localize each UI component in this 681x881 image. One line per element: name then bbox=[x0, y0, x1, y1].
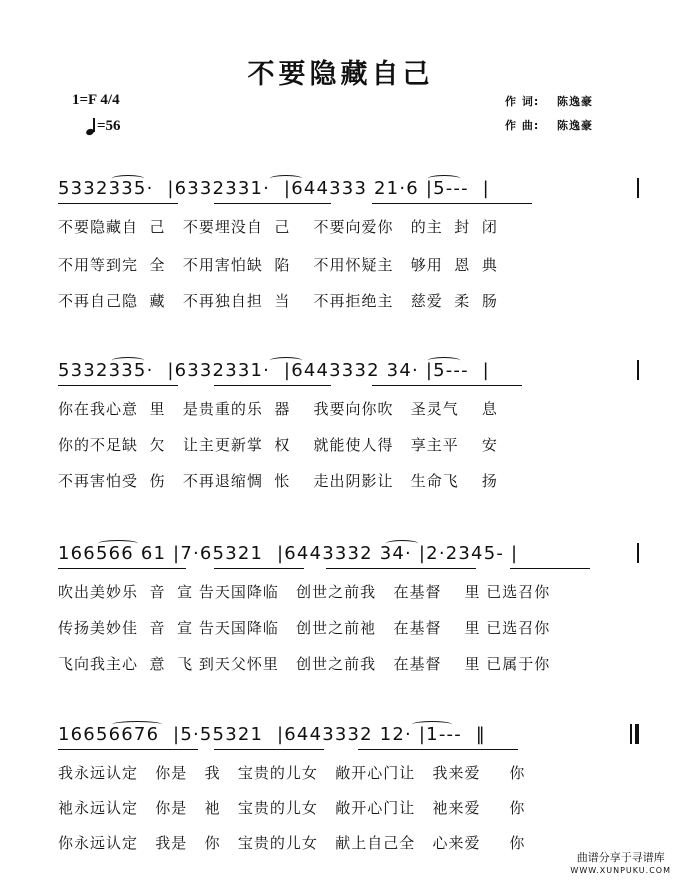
song-title: 不要隐藏自己 bbox=[247, 59, 434, 90]
lyric-line: 不再害怕受 伤 不再退缩惆 怅 走出阴影让 生命飞 扬 bbox=[58, 472, 498, 490]
beam-line bbox=[372, 385, 522, 386]
quarter-note-icon bbox=[86, 117, 95, 135]
beam-line bbox=[58, 749, 198, 750]
beam-line bbox=[358, 749, 518, 750]
beam-line bbox=[372, 203, 532, 204]
slur bbox=[98, 540, 138, 547]
lyric-line: 祂永远认定 你是 祂 宝贵的儿女 敞开心门让 祂来爱 你 bbox=[58, 799, 526, 817]
beam-line bbox=[214, 568, 304, 569]
end-bar-thin bbox=[630, 724, 632, 744]
credit-name: 陈逸豪 bbox=[557, 95, 593, 108]
lyric-line: 你的不足缺 欠 让主更新掌 权 就能使人得 享主平 安 bbox=[58, 436, 498, 454]
slur bbox=[270, 357, 302, 364]
lyric-line: 我永远认定 你是 我 宝贵的儿女 敞开心门让 我来爱 你 bbox=[58, 764, 526, 782]
watermark-url: WWW.XUNPUKU.COM bbox=[570, 866, 671, 875]
composer-credit bbox=[505, 117, 593, 133]
credit-label: 作 词: bbox=[505, 95, 540, 108]
site-watermark bbox=[570, 851, 671, 877]
credit-name: 陈逸豪 bbox=[557, 119, 593, 132]
slur bbox=[412, 721, 452, 728]
beam-line bbox=[214, 203, 331, 204]
lyric-line: 不要隐藏自 己 不要埋没自 己 不要向爱你 的主 封 闭 bbox=[58, 218, 498, 236]
credit-label: 作 曲: bbox=[505, 119, 540, 132]
slur bbox=[428, 357, 460, 364]
lyric-line: 你在我心意 里 是贵重的乐 器 我要向你吹 圣灵气 息 bbox=[58, 400, 498, 418]
beam-line bbox=[214, 749, 324, 750]
key-signature: 1=F 4/4 bbox=[72, 92, 120, 108]
notation-line: 5332335· |6332331· |644333 21·6 |5--- | bbox=[58, 178, 490, 199]
tempo-marking bbox=[86, 117, 121, 135]
lyric-line: 吹出美妙乐 音 宣 告天国降临 创世之前我 在基督 里 已选召你 bbox=[58, 583, 551, 601]
end-bar bbox=[637, 178, 639, 198]
beam-line bbox=[326, 568, 476, 569]
notation-line: 166566 61 |7·65321 |6443332 34· |2·2345- | bbox=[58, 543, 519, 564]
notation-line: 16656676 |5·55321 |6443332 12· |1--- ‖ bbox=[58, 724, 486, 745]
slur bbox=[112, 175, 144, 182]
beam-line bbox=[214, 385, 331, 386]
beam-line bbox=[58, 568, 186, 569]
end-bar-thick bbox=[635, 724, 639, 744]
lyric-line: 不再自己隐 藏 不再独自担 当 不再拒绝主 慈爱 柔 肠 bbox=[58, 292, 498, 310]
beam-line bbox=[58, 203, 178, 204]
lyricist-credit bbox=[505, 93, 593, 109]
watermark-text: 曲谱分享于寻谱库 bbox=[576, 851, 665, 864]
lyric-line: 你永远认定 我是 你 宝贵的儿女 献上自己全 心来爱 你 bbox=[58, 834, 526, 852]
slur bbox=[112, 357, 144, 364]
slur bbox=[428, 175, 460, 182]
lyric-line: 传扬美妙佳 音 宣 告天国降临 创世之前祂 在基督 里 已选召你 bbox=[58, 619, 551, 637]
lyric-line: 不用等到完 全 不用害怕缺 陷 不用怀疑主 够用 恩 典 bbox=[58, 256, 498, 274]
slur bbox=[270, 175, 302, 182]
end-bar bbox=[637, 543, 639, 563]
notation-line: 5332335· |6332331· |6443332 34· |5--- | bbox=[58, 360, 490, 381]
lyric-line: 飞向我主心 意 飞 到天父怀里 创世之前我 在基督 里 已属于你 bbox=[58, 655, 551, 673]
end-bar bbox=[637, 360, 639, 380]
beam-line bbox=[510, 568, 590, 569]
tempo-value: =56 bbox=[97, 117, 121, 134]
beam-line bbox=[58, 385, 178, 386]
slur bbox=[112, 721, 162, 728]
slur bbox=[386, 540, 418, 547]
